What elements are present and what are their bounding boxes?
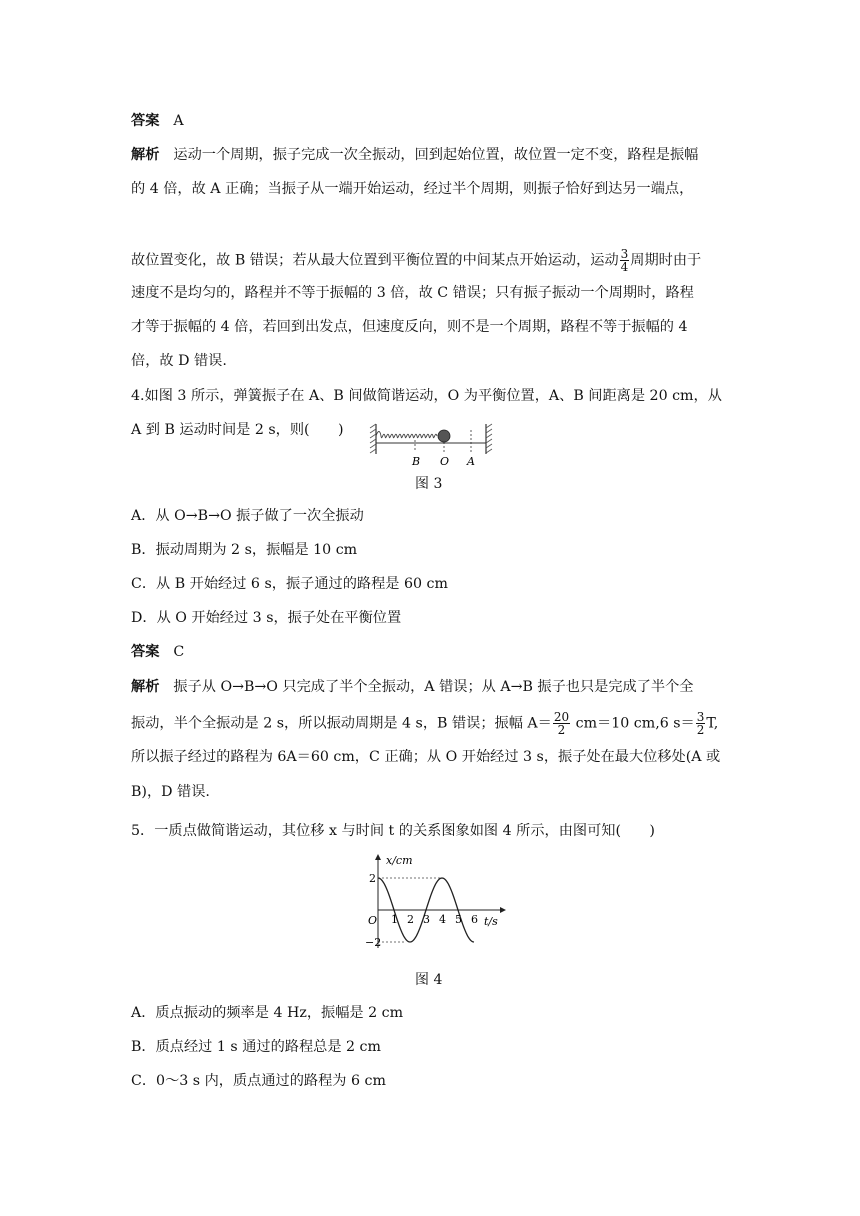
figure-3-caption: 图 3	[415, 476, 443, 492]
origin-label: O	[368, 914, 378, 927]
x-tick-5: 5	[455, 913, 462, 926]
x-tick-6: 6	[471, 913, 478, 926]
x-tick-3: 3	[423, 913, 430, 926]
y-tick-neg2: −2	[365, 936, 382, 949]
analysis-text: 振子从 O→B→O 只完成了半个全振动，A 错误；从 A→B 振子也只是完成了半个全	[173, 679, 694, 695]
q4-analysis-line-3: 所以振子经过的路程为 6A＝60 cm，C 正确；从 O 开始经过 3 s，振子处在最大位移处(A 或	[131, 749, 721, 765]
q4-stem-line-2: A 到 B 运动时间是 2 s，则( )	[131, 422, 344, 438]
x-tick-4: 4	[439, 913, 446, 926]
q4-stem-line-1: 4.如图 3 所示，弹簧振子在 A、B 间做简谐运动，O 为平衡位置，A、B 间距离是 20 cm，从	[131, 388, 722, 404]
q5-option-b: B．质点经过 1 s 通过的路程总是 2 cm	[131, 1039, 381, 1055]
analysis-line-6: 才等于振幅的 4 倍，若回到出发点，但速度反向，则不是一个周期，路程不等于振幅的 4	[131, 319, 688, 335]
spring	[376, 432, 437, 438]
analysis-line-4	[131, 248, 701, 273]
q4-analysis-line-1	[131, 677, 693, 697]
figure-4-caption: 图 4	[415, 972, 443, 988]
q4-analysis-line-2	[131, 711, 718, 736]
analysis-line-1	[131, 145, 698, 165]
analysis-label: 解析	[131, 147, 160, 163]
q4-option-c: C．从 B 开始经过 6 s，振子通过的路程是 60 cm	[131, 576, 448, 592]
analysis-label: 解析	[131, 679, 160, 695]
fraction: $\frac{20}{2}$	[553, 710, 570, 737]
analysis-line-5: 速度不是均匀的，路程并不等于振幅的 3 倍，故 C 错误；只有振子振动一个周期时，路程	[131, 285, 694, 301]
q4-option-a: A．从 O→B→O 振子做了一次全振动	[131, 508, 364, 524]
x-axis-label: t/s	[484, 915, 498, 928]
q5-option-c: C．0～3 s 内，质点通过的路程为 6 cm	[131, 1073, 386, 1089]
analysis-text: T,	[706, 715, 719, 732]
q4-option-d: D．从 O 开始经过 3 s，振子处在平衡位置	[131, 610, 402, 626]
answer-value: A	[173, 113, 184, 129]
y-axis-label: x/cm	[386, 854, 413, 867]
analysis-line-7: 倍，故 D 错误.	[131, 353, 227, 369]
analysis-text: 周期时由于	[630, 252, 702, 269]
spring-oscillator-figure	[366, 418, 496, 470]
fraction: $\frac{3}{2}$	[696, 710, 705, 737]
analysis-text: 故位置变化，故 B 错误；若从最大位置到平衡位置的中间某点开始运动，运动	[131, 252, 619, 269]
analysis-text: 运动一个周期，振子完成一次全振动，回到起始位置，故位置一定不变，路程是振幅	[173, 147, 699, 163]
x-tick-1: 1	[391, 913, 398, 926]
q5-stem: 5．一质点做简谐运动，其位移 x 与时间 t 的关系图象如图 4 所示，由图可知( )	[131, 823, 655, 839]
answer-label: 答案	[131, 113, 160, 129]
answer-label: 答案	[131, 644, 160, 660]
label-a: A	[467, 455, 475, 468]
y-tick-2: 2	[369, 872, 376, 885]
fraction: $\frac{3}{4}$	[620, 247, 629, 274]
displacement-time-graph	[360, 852, 510, 952]
q4-analysis-line-4: B)，D 错误.	[131, 784, 210, 800]
analysis-line-2: 的 4 倍，故 A 正确；当振子从一端开始运动，经过半个周期，则振子恰好到达另一端点，	[131, 181, 694, 197]
answer-line-1	[131, 111, 184, 131]
x-tick-2: 2	[407, 913, 414, 926]
analysis-text: cm＝10 cm,6 s＝	[571, 715, 695, 732]
q5-option-a: A．质点振动的频率是 4 Hz，振幅是 2 cm	[131, 1005, 404, 1021]
answer-value: C	[173, 644, 185, 660]
label-b: B	[412, 455, 421, 468]
oscillator-ball	[438, 430, 450, 442]
q4-option-b: B．振动周期为 2 s，振幅是 10 cm	[131, 542, 358, 558]
label-o: O	[440, 455, 450, 468]
analysis-text: 振动，半个全振动是 2 s，所以振动周期是 4 s，B 错误；振幅 A＝	[131, 715, 552, 732]
q4-answer-line	[131, 642, 184, 662]
